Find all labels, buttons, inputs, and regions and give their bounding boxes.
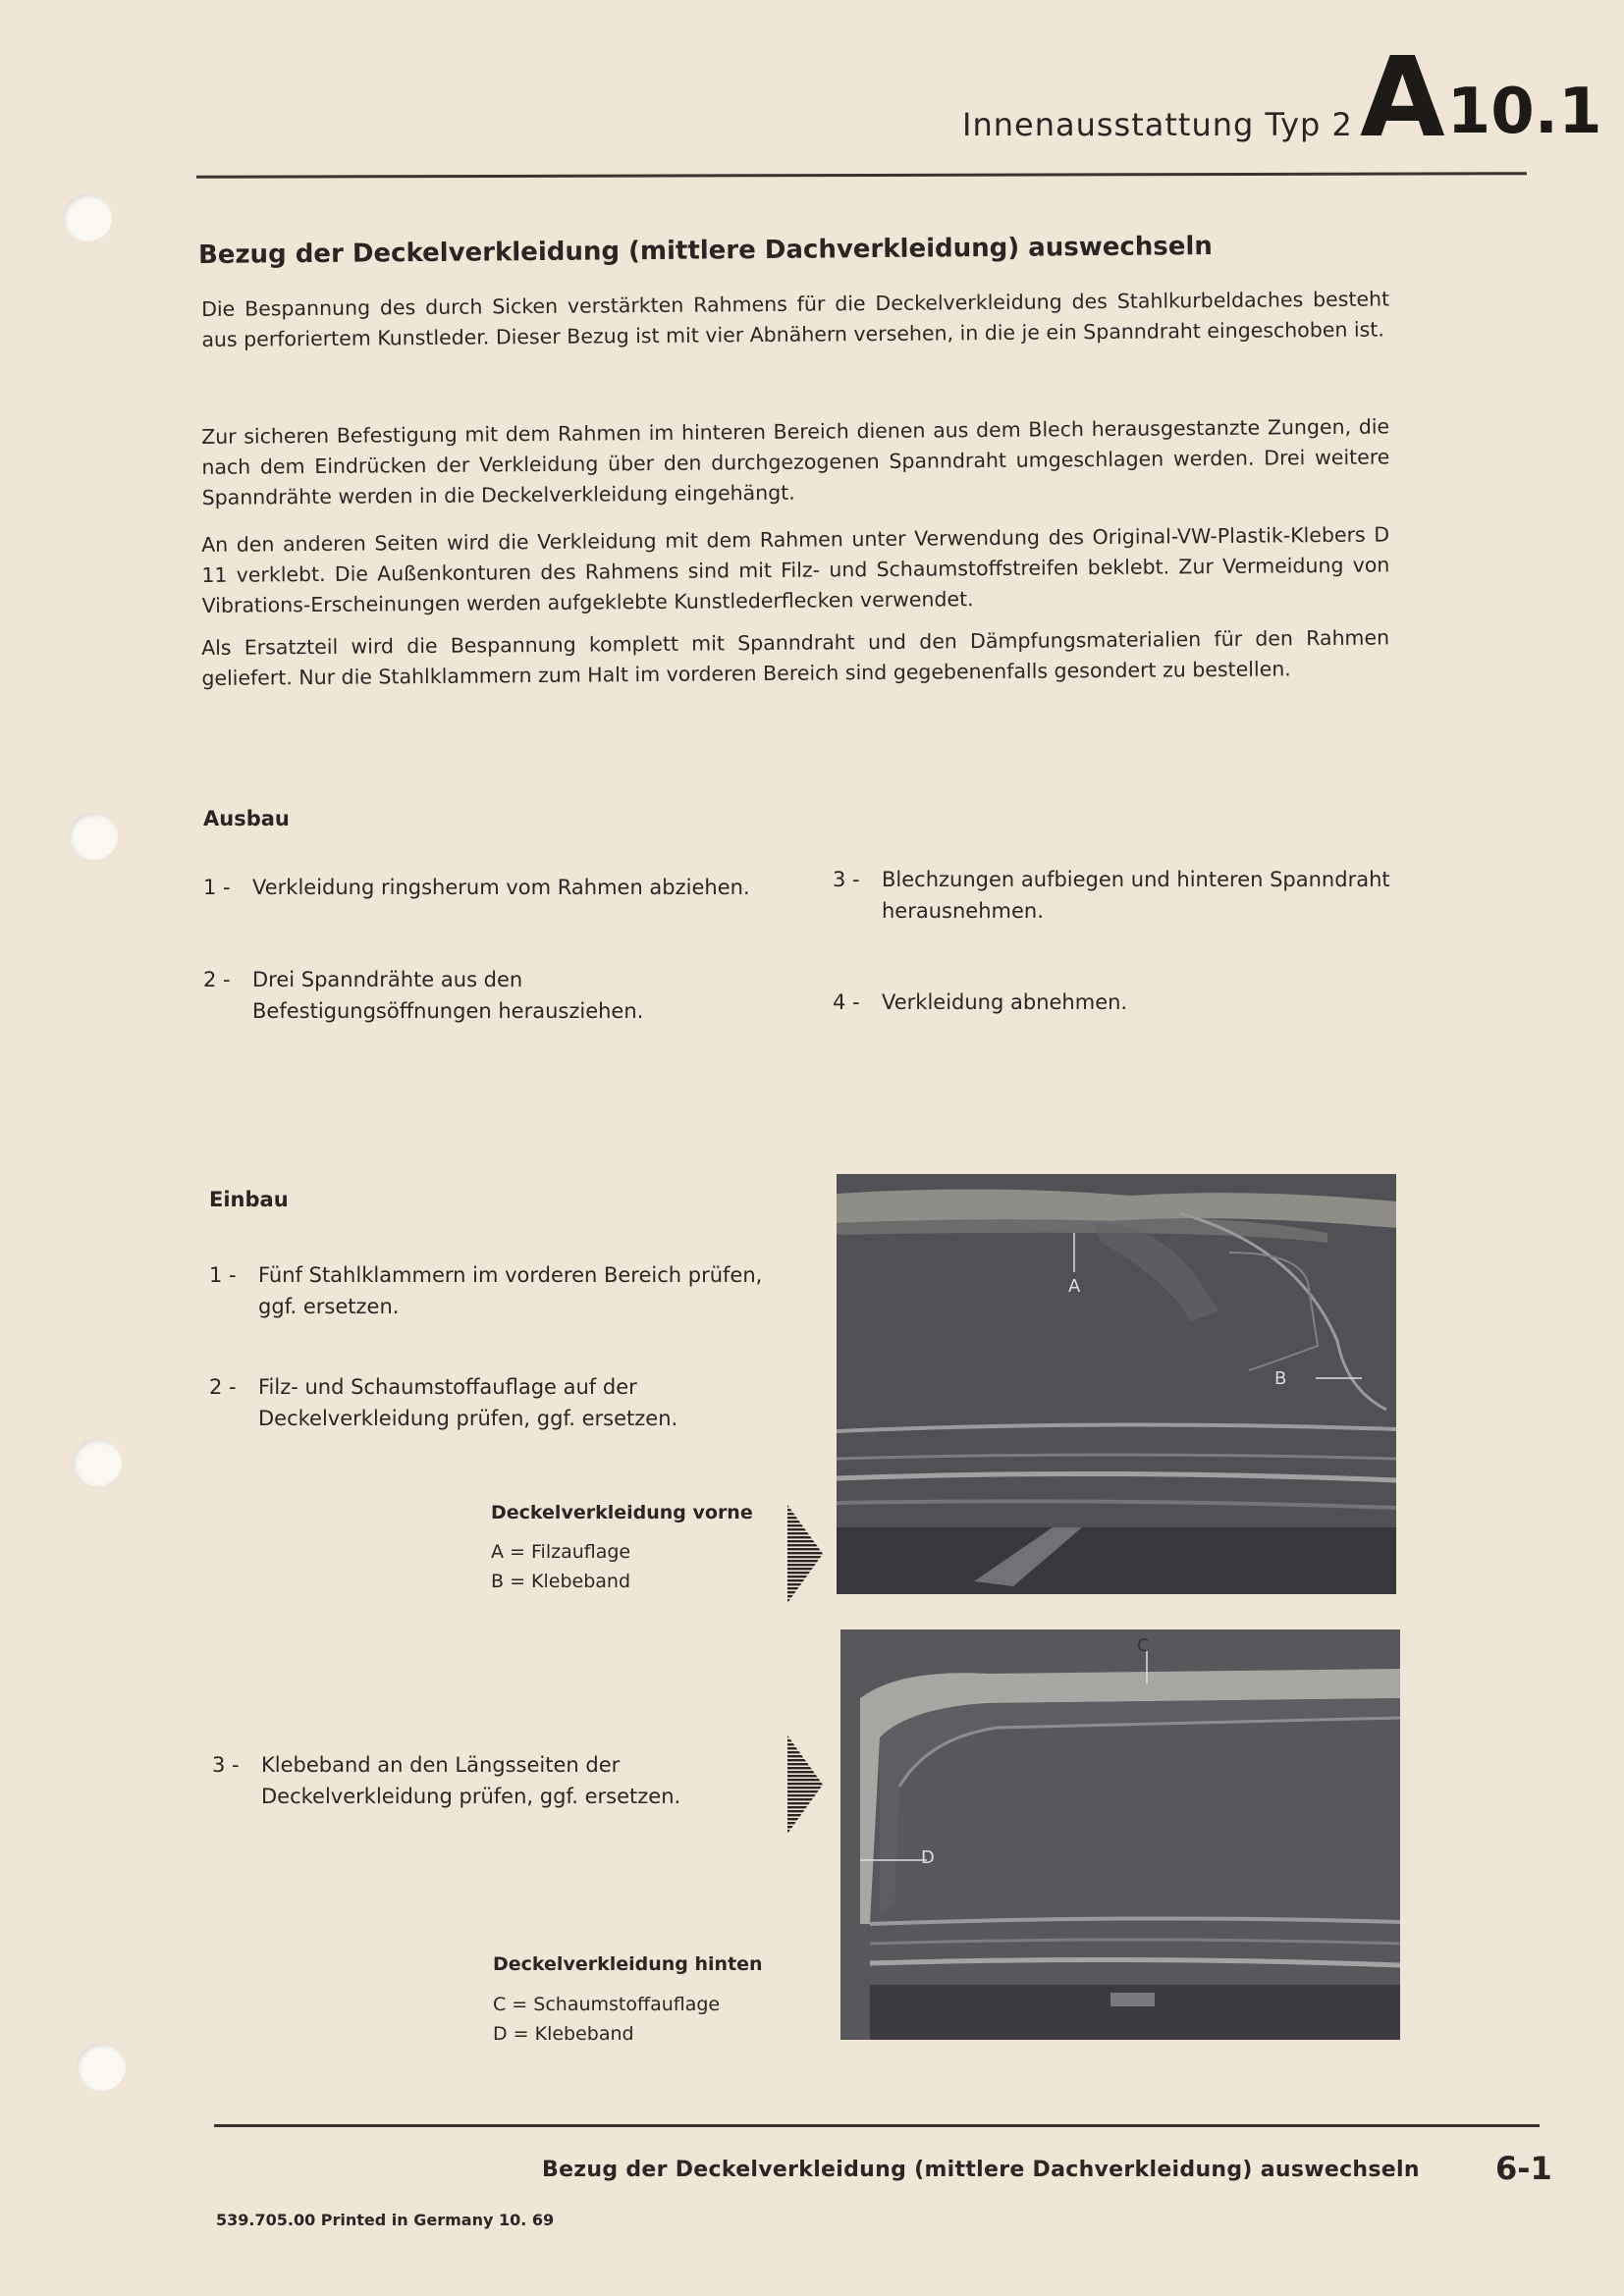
list-item [833, 987, 1392, 1018]
photo-front-panel [837, 1174, 1396, 1594]
photo-label: B [1274, 1368, 1287, 1389]
figure-caption-title: Deckelverkleidung vorne [491, 1502, 753, 1523]
section-title: Innenausstattung Typ 2 [962, 106, 1353, 143]
step-text: Filz- und Schaumstoffauflage auf der Deckelverkleidung prüfen, ggf. ersetzen. [258, 1375, 678, 1430]
figure-caption-title: Deckelverkleidung hinten [493, 1953, 763, 1975]
page-number: 6-1 [1495, 2150, 1552, 2187]
photo-label: D [921, 1847, 935, 1868]
step-number: 3 - [212, 1753, 240, 1777]
pointer-arrow-icon [785, 1735, 825, 1834]
paragraph: Zur sicheren Befestigung mit dem Rahmen im hinteren Bereich dienen aus dem Blech herausgestanzte Zungen, die nach dem Eindrücken der Verkleidung über den durchgezogenen Spanndraht umgeschlagen werden. Drei weitere Spanndrähte werden in die Deckelverkleidung eingehängt. [201, 414, 1390, 509]
list-item [209, 1259, 769, 1322]
photo-label: A [1068, 1276, 1081, 1297]
step-number: 2 - [209, 1375, 237, 1399]
figure-legend-item: C = Schaumstoffauflage [493, 1994, 721, 2015]
figure-legend-item: B = Klebeband [491, 1571, 631, 1592]
punch-hole [73, 1439, 122, 1486]
step-number: 3 - [833, 868, 860, 891]
header-rule [196, 172, 1527, 179]
punch-hole [63, 194, 112, 241]
punch-hole [77, 2044, 126, 2091]
step-text: Fünf Stahlklammern im vorderen Bereich prüfen, ggf. ersetzen. [258, 1263, 763, 1318]
step-text: Blechzungen aufbiegen und hinteren Spanndraht herausnehmen. [882, 868, 1390, 923]
step-text: Klebeband an den Längsseiten der Deckelverkleidung prüfen, ggf. ersetzen. [261, 1753, 681, 1808]
pointer-arrow-icon [785, 1505, 825, 1603]
print-line: 539.705.00 Printed in Germany 10. 69 [216, 2211, 555, 2229]
step-text: Verkleidung ringsherum vom Rahmen abziehen. [252, 876, 750, 899]
figure-legend-item: D = Klebeband [493, 2023, 634, 2045]
photo-rear-panel [840, 1629, 1400, 2040]
footer-title: Bezug der Deckelverkleidung (mittlere Dachverkleidung) auswechseln [542, 2158, 1420, 2182]
step-number: 2 - [203, 968, 231, 991]
list-item [212, 1749, 772, 1812]
step-number: 4 - [833, 990, 860, 1014]
list-item [203, 964, 768, 1027]
section-code-number: 10.1 [1446, 76, 1602, 148]
figure-legend-item: A = Filzauflage [491, 1541, 631, 1563]
section-code [1360, 34, 1602, 162]
step-number: 1 - [203, 876, 231, 899]
page-title: Bezug der Deckelverkleidung (mittlere Dachverkleidung) auswechseln [197, 231, 1213, 270]
list-item [203, 872, 768, 903]
step-text: Verkleidung abnehmen. [882, 990, 1128, 1014]
photo-label: C [1137, 1635, 1150, 1656]
punch-hole [69, 813, 118, 860]
step-number: 1 - [209, 1263, 237, 1287]
step-text: Drei Spanndrähte aus den Befestigungsöffnungen herausziehen. [252, 968, 644, 1023]
ausbau-heading: Ausbau [203, 807, 290, 830]
section-code-letter: A [1360, 34, 1445, 162]
list-item [833, 864, 1392, 927]
paragraph: Die Bespannung des durch Sicken verstärkten Rahmens für die Deckelverkleidung des Stahlkurbeldaches besteht aus perforiertem Kunstleder. Dieser Bezug ist mit vier Abnähern versehen, in die je ein Spanndraht eingeschoben ist. [201, 287, 1390, 351]
einbau-heading: Einbau [209, 1188, 289, 1211]
paragraph: An den anderen Seiten wird die Verkleidung mit dem Rahmen unter Verwendung des Original-VW-Plastik-Klebers D 11 verklebt. Die Außenkonturen des Rahmens sind mit Filz- und Schaumstoffstreifen beklebt. Zur Vermeidung von Vibrations-Erscheinungen werden aufgeklebte Kunstlederflecken verwendet. [201, 522, 1390, 617]
list-item [209, 1371, 769, 1434]
paragraph: Als Ersatzteil wird die Bespannung komplett mit Spanndraht und den Dämpfungsmaterialien für den Rahmen geliefert. Nur die Stahlklammern zum Halt im vorderen Bereich sind gegebenenfalls gesondert zu bestellen. [201, 625, 1390, 690]
footer-rule [214, 2124, 1540, 2127]
